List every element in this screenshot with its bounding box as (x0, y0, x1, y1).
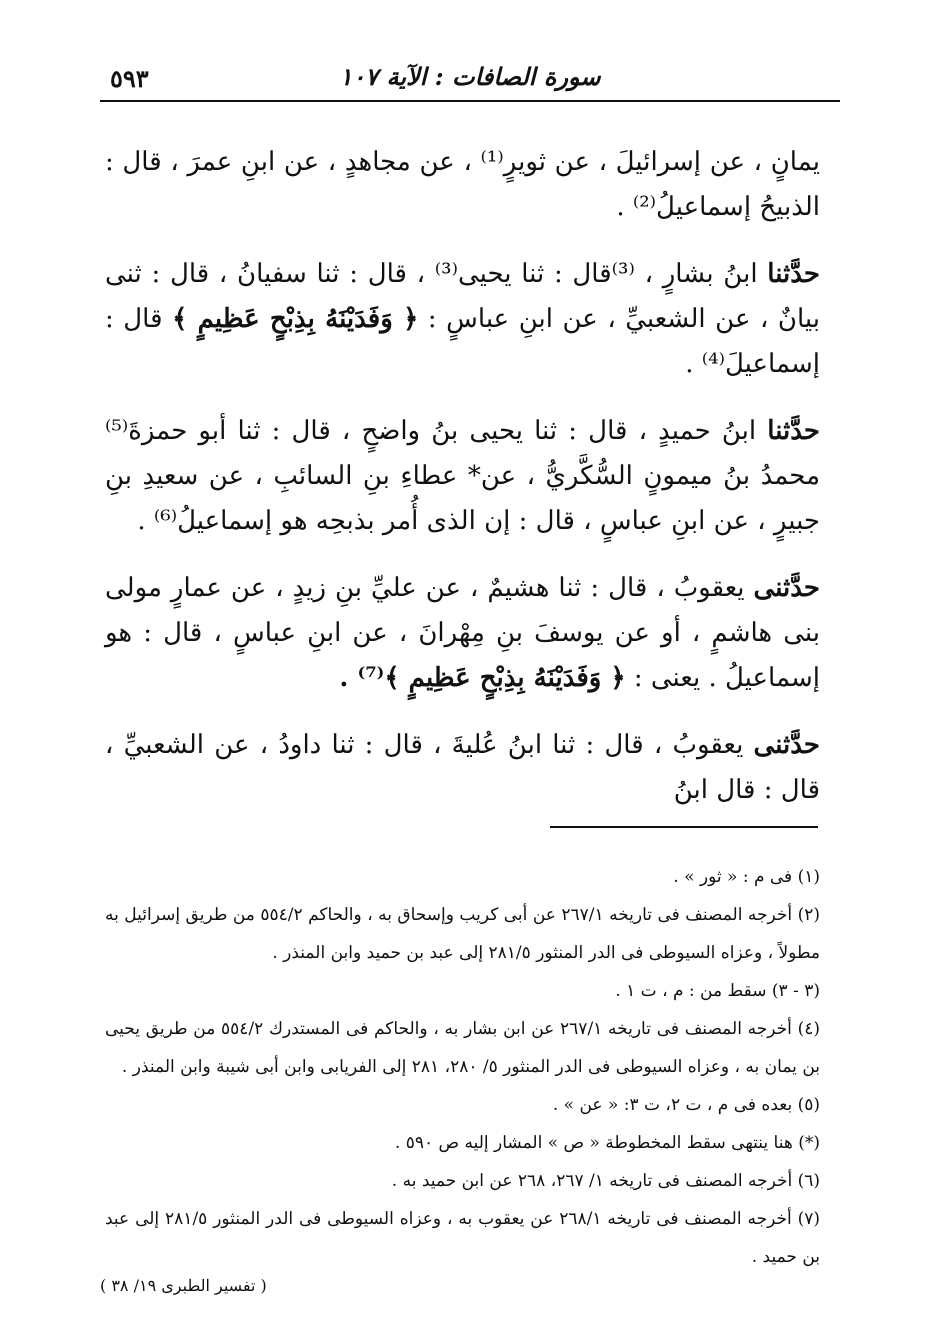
paragraph-3-lead: حدَّثنا (767, 416, 820, 446)
footnote: (٦) أخرجه المصنف فى تاريخه ١/ ٢٦٧، ٢٦٨ عن ابن حميد به . (391, 1171, 820, 1191)
paragraph-3-text: ابنُ حميدٍ ، قال : ثنا يحيى بنُ واضحٍ ، قال : ثنا أبو حمزةَ⁽⁵⁾ محمدُ بنُ ميمونٍ السُّكَّريُّ ، عن* عطاءِ بنِ السائبِ ، عن سعيدِ بنِ جبيرٍ ، عن ابنِ عباسٍ ، قال : إن الذى أُمر بذبحِه هو إسماعيلُ⁽⁶⁾ . (105, 416, 820, 536)
footnote: (*) هنا ينتهى سقط المخطوطة « ص » المشار إليه ص ٥٩٠ . (394, 1133, 820, 1153)
footnote: (٢) أخرجه المصنف فى تاريخه ٢٦٧/١ عن أبى كريب وإسحاق به ، والحاكم ٥٥٤/٢ من طريق إسرائيل به مطولاً ، وعزاه السيوطى فى الدر المنثور ٢٨١/٥ إلى عبد بن حميد وابن المنذر . (105, 905, 820, 963)
paragraph-2 (105, 252, 820, 387)
paragraph-2-lead: حدَّثنا (767, 259, 821, 289)
volume-mark: ( تفسير الطبرى ١٩/ ٣٨ ) (100, 1276, 267, 1295)
paragraph-5 (105, 723, 820, 813)
paragraph-4-text: يعقوبُ ، قال : ثنا هشيمٌ ، عن عليِّ بنِ زيدٍ ، عن عمارٍ مولى بنى هاشمٍ ، أو عن يوسفَ بنِ مِهْرانَ ، عن ابنِ عباسٍ ، قال : هو إسماعيلُ . يعنى : (105, 573, 820, 693)
footnote-separator (550, 826, 818, 828)
footnote: (١) فى م : « ثور » . (673, 867, 820, 887)
quran-verse: ﴿ وَفَدَيْنَهُ بِذِبْحٍ عَظِيمٍ ﴾ (172, 304, 419, 334)
paragraph-4-lead: حدَّثنى (753, 573, 821, 603)
paragraph-1 (105, 140, 820, 230)
footnote: (٣ - ٣) سقط من : م ، ت ١ . (615, 981, 820, 1001)
footnote: (٧) أخرجه المصنف فى تاريخه ٢٦٨/١ عن يعقوب به ، وعزاه السيوطى فى الدر المنثور ٢٨١/٥ إلى عبد بن حميد . (105, 1209, 820, 1267)
paragraph-3 (105, 409, 820, 544)
page-number: ٥٩٣ (110, 64, 149, 93)
quran-verse: ﴿ وَفَدَيْنَهُ بِذِبْحٍ عَظِيمٍ ﴾⁽⁷⁾ . (339, 663, 626, 693)
page-header (100, 58, 840, 102)
paragraph-1-text: يمانٍ ، عن إسرائيلَ ، عن ثويرٍ⁽¹⁾ ، عن مجاهدٍ ، عن ابنِ عمرَ ، قال : الذبيحُ إسماعيلُ⁽²⁾ . (105, 147, 820, 222)
running-title: سورة الصافات : الآية ١٠٧ (339, 62, 601, 91)
footnote: (٤) أخرجه المصنف فى تاريخه ٢٦٧/١ عن ابن بشار به ، والحاكم فى المستدرك ٥٥٤/٢ من طريق يحيى بن يمان به ، وعزاه السيوطى فى الدر المنثور ٥/ ٢٨٠، ٢٨١ إلى الفريابى وابن أبى شيبة وابن المنذر . (105, 1019, 821, 1077)
main-text (105, 140, 820, 835)
paragraph-4 (105, 566, 820, 701)
paragraph-2-text-b: قال : إسماعيلَ⁽⁴⁾ . (105, 304, 820, 379)
footnote: (٥) بعده فى م ، ت ٢، ت ٣: « عن » . (552, 1095, 820, 1115)
paragraph-5-text: يعقوبُ ، قال : ثنا ابنُ عُليةَ ، قال : ثنا داودُ ، عن الشعبيِّ ، قال : قال ابنُ (105, 730, 820, 805)
paragraph-5-lead: حدَّثنى (753, 730, 821, 760)
header-rule (100, 100, 840, 102)
footnotes (105, 858, 820, 1276)
paragraph-2-text-a: ابنُ بشارٍ ، ⁽³⁾قال : ثنا يحيى⁽³⁾ ، قال : ثنا سفيانُ ، قال : ثنى بيانٌ ، عن الشعبيِّ ، عن ابنِ عباسٍ : (105, 259, 821, 334)
